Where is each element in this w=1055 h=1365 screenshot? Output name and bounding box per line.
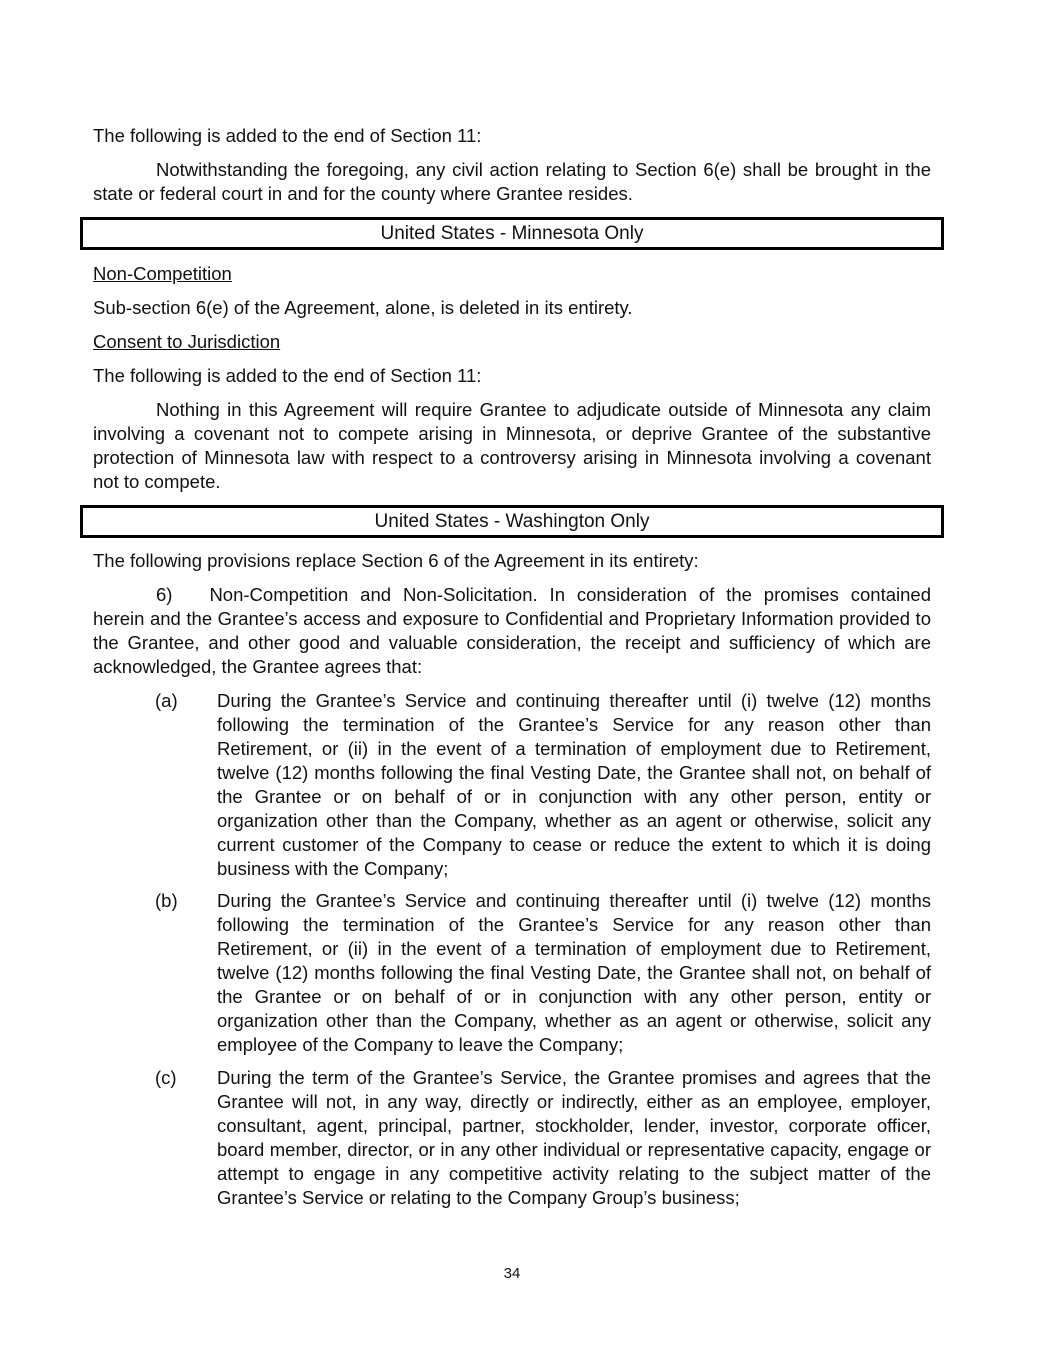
heading-consent-to-jurisdiction: Consent to Jurisdiction [93, 331, 281, 352]
paragraph-minnesota-adjudication: Nothing in this Agreement will require Grantee to adjudicate outside of Minnesota any claim involving a covenant not to compete arising in Minnesota, or deprive Grantee of the substantive protection of Minnesota law with respect to a controversy arising in Minnesota involving a covenant not to compete. [93, 399, 931, 492]
heading-non-competition: Non-Competition [93, 263, 232, 284]
paragraph-subsection-deleted: Sub-section 6(e) of the Agreement, alone, is deleted in its entirety. [93, 297, 633, 318]
list-item-b [93, 889, 931, 1057]
list-item-text: During the term of the Grantee’s Service, the Grantee promises and agrees that the Grantee will not, in any way, directly or indirectly, either as an employee, employer, consultant, agent, principal, partner, stockholder, lender, investor, corporate officer, board member, director, or in any other individual or representative capacity, engage or attempt to engage in any competitive activity relating to the subject matter of the Grantee’s Service or relating to the Company Group’s business; [217, 1067, 931, 1208]
list-item-c [93, 1066, 931, 1210]
paragraph-section-6-replace: The following provisions replace Section 6 of the Agreement in its entirety: [93, 550, 699, 571]
paragraph-non-competition-solicitation: 6) Non-Competition and Non-Solicitation. In consideration of the promises contained herein and the Grantee’s access and exposure to Confidential and Proprietary Information provided to the Grantee, and other good and valuable consideration, the receipt and sufficiency of which are acknowledged, the Grantee agrees that: [93, 584, 931, 677]
page-number: 34 [503, 1265, 521, 1282]
paragraph-section-11-intro-mn: The following is added to the end of Section 11: [93, 365, 482, 386]
paragraph-section-11-intro: The following is added to the end of Section 11: [93, 125, 482, 146]
list-item-text: During the Grantee’s Service and continuing thereafter until (i) twelve (12) months following the termination of the Grantee’s Service for any reason other than Retirement, or (ii) in the event of a termination of employment due to Retirement, twelve (12) months following the final Vesting Date, the Grantee shall not, on behalf of the Grantee or on behalf of or in conjunction with any other person, entity or organization other than the Company, whether as an agent or otherwise, solicit any current customer of the Company to cease or reduce the extent to which it is doing business with the Company; [217, 690, 931, 879]
list-item-text: During the Grantee’s Service and continuing thereafter until (i) twelve (12) months following the termination of the Grantee’s Service for any reason other than Retirement, or (ii) in the event of a termination of employment due to Retirement, twelve (12) months following the final Vesting Date, the Grantee shall not, on behalf of the Grantee or on behalf of or in conjunction with any other person, entity or organization other than the Company, whether as an agent or otherwise, solicit any employee of the Company to leave the Company; [217, 890, 931, 1055]
section-banner-washington: United States - Washington Only [80, 505, 944, 538]
paragraph-civil-action: Notwithstanding the foregoing, any civil action relating to Section 6(e) shall be brought in the state or federal court in and for the county where Grantee resides. [93, 159, 931, 204]
list-item-label: (b) [155, 890, 178, 911]
list-item-a [93, 689, 931, 881]
section-banner-minnesota: United States - Minnesota Only [80, 217, 944, 250]
list-item-label: (a) [155, 690, 178, 711]
list-item-label: (c) [155, 1067, 177, 1088]
